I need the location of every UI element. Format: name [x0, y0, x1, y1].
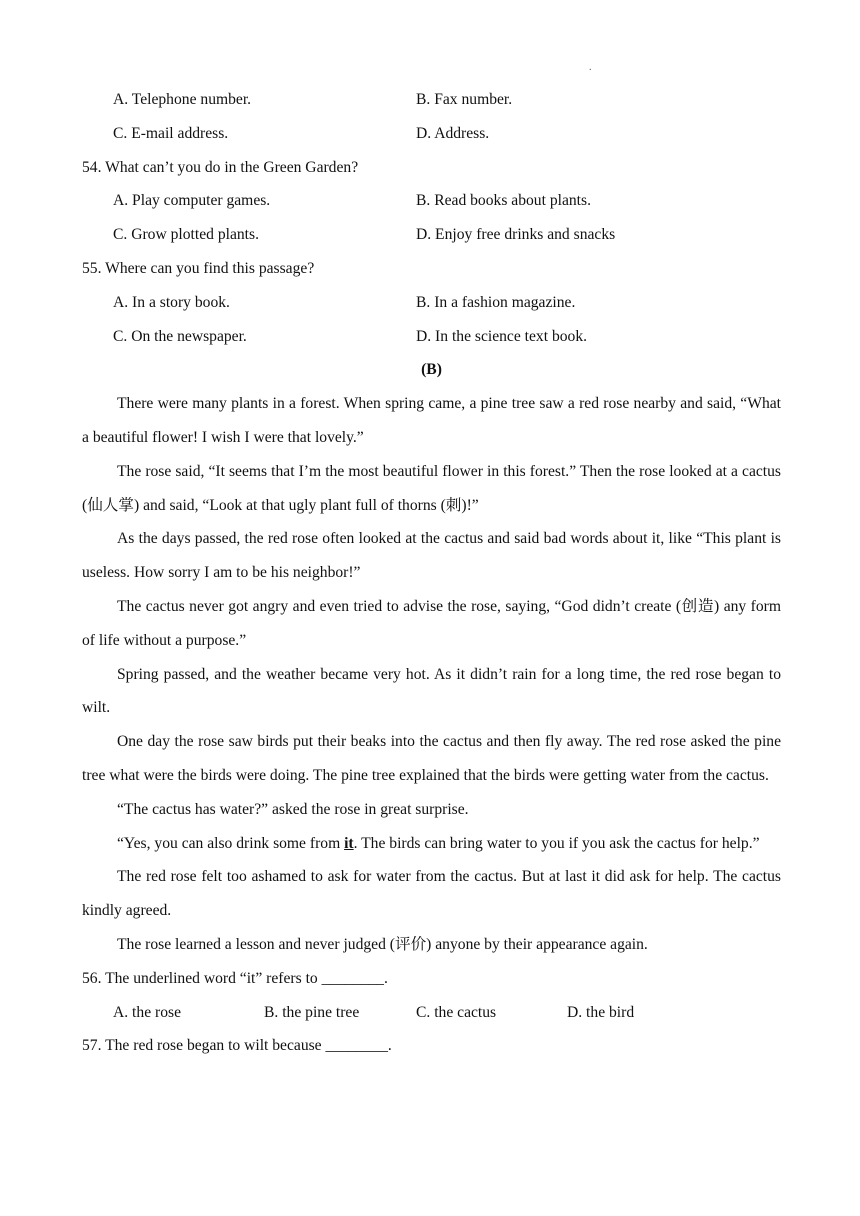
option-c: C. On the newspaper. — [113, 327, 247, 345]
paragraph-text: . The birds can bring water to you if you ask the cactus for help.” — [353, 834, 760, 852]
question-56: 56. The underlined word “it” refers to ________. — [82, 969, 388, 987]
option-row — [82, 184, 781, 218]
option-row — [82, 83, 781, 117]
exam-page — [82, 83, 781, 1063]
section-heading: (B) — [421, 361, 442, 379]
option-d: D. Address. — [416, 124, 490, 142]
option-row — [82, 320, 781, 354]
option-b: B. Read books about plants. — [416, 192, 591, 210]
option-row — [82, 117, 781, 151]
option-row — [82, 218, 781, 252]
page-mark: . — [589, 62, 592, 73]
option-d: D. In the science text book. — [416, 327, 588, 345]
question-57: 57. The red rose began to wilt because ________. — [82, 1037, 392, 1055]
passage-paragraph-10: The rose learned a lesson and never judged (评价) anyone by their appearance again. — [117, 935, 648, 953]
option-a: A. Play computer games. — [113, 192, 271, 210]
passage-paragraph-6: One day the rose saw birds put their beaks into the cactus and then fly away. The red rose asked the pine tree what were the birds were doing. The pine tree explained that the birds were getting water from the cactus. — [82, 733, 781, 784]
passage-paragraph-5: Spring passed, and the weather became very hot. As it didn’t rain for a long time, the red rose began to wilt. — [82, 665, 781, 717]
passage-paragraph-2: The rose said, “It seems that I’m the most beautiful flower in this forest.” Then the rose looked at a cactus (仙人掌) and said, “Look at that ugly plant full of thorns (刺)!” — [82, 462, 781, 514]
option-c: C. E-mail address. — [113, 124, 229, 142]
option-a: A. the rose — [113, 1003, 181, 1021]
question-55: 55. Where can you find this passage? — [82, 259, 315, 277]
option-b: B. Fax number. — [416, 91, 513, 108]
option-a: A. In a story book. — [113, 293, 230, 311]
passage-paragraph-3: As the days passed, the red rose often looked at the cactus and said bad words about it, like “This plant is useless. How sorry I am to be his neighbor!” — [82, 530, 781, 582]
option-d: D. Enjoy free drinks and snacks — [416, 226, 616, 244]
question-54: 54. What can’t you do in the Green Garden? — [82, 158, 359, 176]
paragraph-text: “Yes, you can also drink some from — [117, 834, 345, 852]
option-row — [82, 286, 781, 320]
option-c: C. the cactus — [416, 1003, 497, 1021]
underlined-word: it — [344, 834, 354, 852]
passage-paragraph-9: The red rose felt too ashamed to ask for water from the cactus. But at last it did ask for help. The cactus kindly agreed. — [82, 868, 781, 920]
option-c: C. Grow plotted plants. — [113, 226, 259, 244]
passage-paragraph-7: “The cactus has water?” asked the rose in great surprise. — [117, 800, 469, 818]
passage-paragraph-1: There were many plants in a forest. When spring came, a pine tree saw a red rose nearby and said, “What a beautiful flower! I wish I were that lovely.” — [82, 395, 781, 446]
option-d: D. the bird — [567, 1003, 635, 1021]
passage-paragraph-4: The cactus never got angry and even tried to advise the rose, saying, “God didn’t create (创造) any form of life without a purpose.” — [82, 597, 781, 649]
option-a: A. Telephone number. — [113, 91, 252, 108]
passage-paragraph-8 — [82, 827, 781, 861]
option-b: B. the pine tree — [264, 1003, 360, 1021]
option-b: B. In a fashion magazine. — [416, 293, 576, 311]
option-row — [82, 996, 781, 1030]
